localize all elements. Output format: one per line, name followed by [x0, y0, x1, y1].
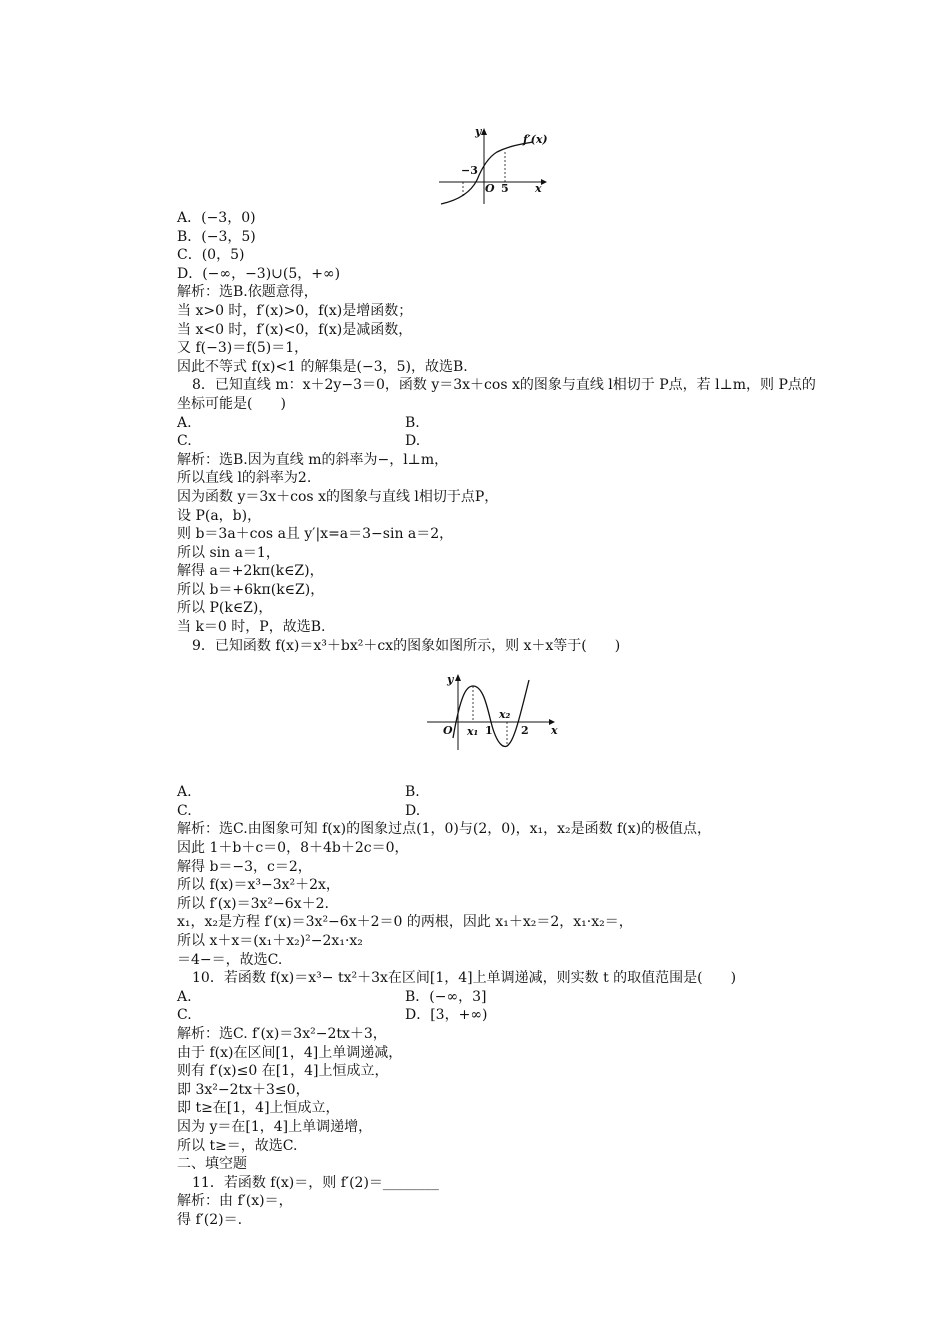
- q7-option-c: C．(0，5): [177, 247, 245, 264]
- q7-option-d: D．(−∞，−3)∪(5，+∞): [177, 265, 341, 282]
- x-axis-label: x: [551, 724, 558, 737]
- q8-solution-line: 所以 sin a＝1，: [177, 544, 280, 561]
- q10-option-b: B．(−∞，3]: [405, 988, 487, 1005]
- x2-label: x₂: [499, 708, 511, 721]
- q9-stem: 9．已知函数 f(x)＝x³＋bx²＋cx的图象如图所示，则 x＋x等于( ): [192, 637, 621, 654]
- q10-solution-line: 因为 y＝在[1，4]上单调递增，: [177, 1118, 373, 1135]
- q8-option-d: D.: [405, 433, 421, 450]
- q11-solution-line: 解析：由 f′(x)＝，: [177, 1193, 293, 1210]
- q7-solution-line: 因此不等式 f(x)<1 的解集是(−3，5)，故选B.: [177, 358, 468, 375]
- q8-solution-line: 所以 P(k∈Z)，: [177, 600, 273, 617]
- q8-solution-line: 因为函数 y＝3x＋cos x的图象与直线 l相切于点P，: [177, 488, 499, 505]
- q8-option-b: B.: [405, 414, 420, 431]
- q10-option-d: D．[3，+∞): [405, 1007, 488, 1024]
- q10-solution-line: 由于 f(x)在区间[1，4]上单调递减，: [177, 1044, 403, 1061]
- q10-solution-line: 即 t≥在[1，4]上恒成立，: [177, 1100, 340, 1117]
- curve-label: f′(x): [523, 133, 548, 146]
- q9-solution-line: 因此 1＋b＋c＝0，8＋4b＋2c＝0，: [177, 840, 409, 857]
- q9-options-row-1: [177, 783, 817, 802]
- q8-solution-line: 设 P(a，b)，: [177, 507, 262, 524]
- q10-stem: 10．若函数 f(x)＝x³− tx²＋3x在区间[1，4]上单调递减，则实数 t 的取值范围是( ): [192, 970, 737, 987]
- q7-solution-line: 解析：选B.依题意得，: [177, 284, 318, 301]
- q10-solution-line: 解析：选C. f′(x)＝3x²−2tx＋3，: [177, 1025, 387, 1042]
- q10-solution-line: 则有 f′(x)≤0 在[1，4]上恒成立，: [177, 1063, 389, 1080]
- y-axis-arrow: [481, 128, 487, 135]
- tick-neg3-label: −3: [461, 164, 478, 177]
- q9-solution-line: 所以 x＋x＝(x₁＋x₂)²−2x₁·x₂: [177, 933, 363, 949]
- figure-derivative-graph: [435, 126, 551, 208]
- q7-option-a: A．(−3，0): [177, 210, 256, 226]
- q8-solution-line: 所以直线 l的斜率为2.: [177, 470, 312, 487]
- q9-solution-line: 解析：选C.由图象可知 f(x)的图象过点(1，0)与(2，0)，x₁，x₂是函数 f(x)的极值点，: [177, 821, 712, 838]
- x-axis-label: x: [535, 182, 542, 195]
- x-axis-arrow: [541, 179, 547, 185]
- q9-solution-line: x₁，x₂是方程 f′(x)＝3x²−6x＋2＝0 的两根，因此 x₁＋x₂＝2，x₁·x₂＝，: [177, 914, 633, 931]
- q8-solution-line: 解析：选B.因为直线 m的斜率为−，l⊥m，: [177, 451, 449, 468]
- origin-label: O: [485, 182, 495, 195]
- q9-option-c: C.: [177, 802, 192, 819]
- q8-option-c: C.: [177, 433, 192, 450]
- q8-solution-line: 当 k＝0 时，P，故选B.: [177, 619, 326, 636]
- y-axis-label: y: [447, 673, 454, 686]
- q7-solution-line: 又 f(−3)＝f(5)＝1，: [177, 340, 309, 357]
- origin-label: O: [443, 724, 453, 737]
- q8-solution-line: 所以 b＝+6kπ(k∈Z)，: [177, 581, 325, 598]
- q8-solution-line: 解得 a＝+2kπ(k∈Z)，: [177, 563, 324, 580]
- section-heading: 二、填空题: [177, 1156, 247, 1173]
- q10-solution-line: 即 3x²−2tx＋3≤0，: [177, 1081, 310, 1098]
- q7-option-b: B．(−3，5): [177, 228, 256, 245]
- q9-solution-line: 所以 f′(x)＝3x²−6x＋2.: [177, 895, 329, 912]
- y-axis-label: y: [475, 126, 482, 138]
- two-label: 2: [521, 724, 529, 737]
- q8-stem: 8．已知直线 m：x＋2y−3＝0，函数 y＝3x＋cos x的图象与直线 l相切于 P点，若 l⊥m，则 P点的坐标可能是( ): [177, 377, 816, 412]
- q10-options-row-2: [177, 1006, 817, 1025]
- x1-label: x₁: [467, 725, 479, 738]
- q8-option-a: A.: [177, 414, 192, 431]
- q10-option-a: A.: [177, 988, 192, 1005]
- q10-solution-line: 所以 t≥＝，故选C.: [177, 1137, 298, 1154]
- q9-solution-line: 解得 b＝−3，c＝2，: [177, 858, 312, 875]
- q9-option-b: B.: [405, 784, 420, 801]
- q10-options-row-1: [177, 988, 817, 1007]
- q9-solution-line: 所以 f(x)＝x³−3x²＋2x，: [177, 877, 340, 894]
- q9-option-d: D.: [405, 802, 421, 819]
- tick-5-label: 5: [501, 182, 509, 195]
- q9-options-row-2: [177, 802, 817, 821]
- q11-stem: 11．若函数 f(x)＝，则 f′(2)＝________: [192, 1174, 439, 1191]
- q9-option-a: A.: [177, 784, 192, 801]
- q9-solution-line: ＝4−＝，故选C.: [177, 951, 283, 968]
- q10-option-c: C.: [177, 1007, 192, 1024]
- document-body: [177, 209, 817, 1230]
- q8-options-row-1: [177, 414, 817, 433]
- one-label: 1: [485, 724, 493, 737]
- figure-spacer: [177, 655, 817, 783]
- q11-solution-line: 得 f′(2)＝.: [177, 1211, 243, 1228]
- q7-solution-line: 当 x<0 时，f′(x)<0，f(x)是减函数，: [177, 321, 413, 338]
- q8-solution-line: 则 b＝3a＋cos a且 y′|x=a＝3−sin a＝2，: [177, 526, 454, 543]
- q8-options-row-2: [177, 432, 817, 451]
- q7-solution-line: 当 x>0 时，f′(x)>0，f(x)是增函数；: [177, 302, 413, 319]
